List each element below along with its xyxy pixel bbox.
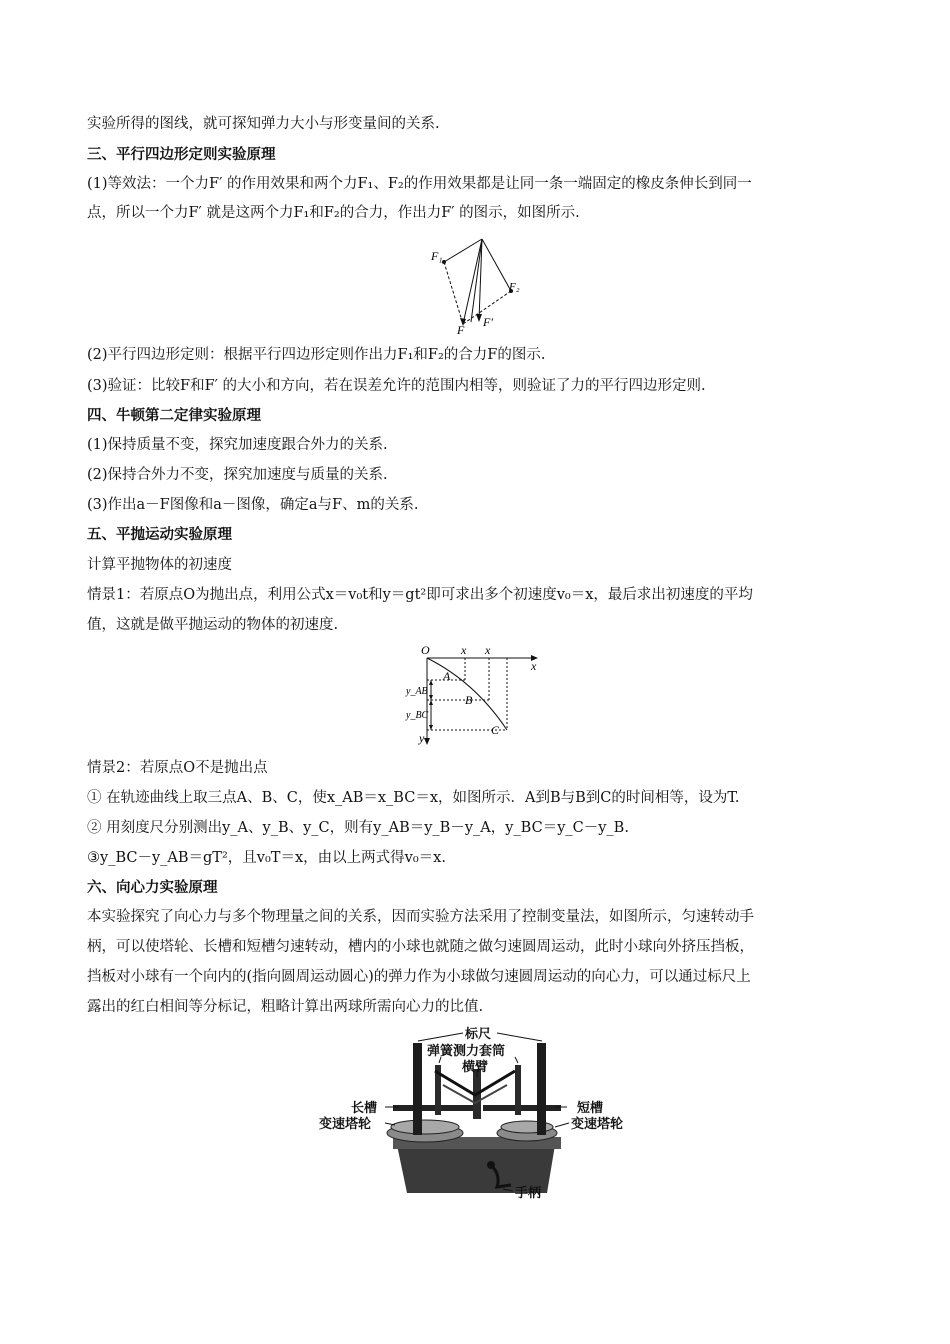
text-line: (2)平行四边形定则：根据平行四边形定则作出力F₁和F₂的合力F的图示. [87,347,546,363]
text-line: (1)保持质量不变，探究加速度跟合外力的关系. [87,437,388,453]
label-c: C [491,723,500,737]
text-line: (3)验证：比较F和F′ 的大小和方向，若在误差允许的范围内相等，则验证了力的平行四边形定则. [87,378,706,394]
label-b: B [465,693,473,707]
label-f: F [457,323,465,337]
text-line: 柄，可以使塔轮、长槽和短槽匀速转动，槽内的小球也就随之做匀速圆周运动，此时小球向外挤压挡板， [87,939,754,955]
label-f2: F₂ [509,281,520,293]
section-heading-6: 六、向心力实验原理 [87,880,218,896]
dashed-side [444,262,463,324]
text-line: 情景2：若原点O不是抛出点 [87,760,268,776]
projectile-figure [405,642,545,746]
label-changcao: 长槽 [351,1101,378,1116]
label-hengbi: 横臂 [462,1060,489,1075]
label-biaochi: 标尺 [465,1027,492,1042]
label-a: A [443,669,451,683]
text-line: 计算平抛物体的初速度 [87,557,232,573]
label-yab: y_AB [406,686,428,697]
text-line: 情景1：若原点O为抛出点，利用公式x＝v₀t和y＝gt²即可求出多个初速度v₀＝x，最后求出初速度的平均 [87,587,753,603]
text-line: 本实验探究了向心力与多个物理量之间的关系，因而实验方法采用了控制变量法，如图所示，匀速转动手 [87,909,754,925]
label-biansu-right: 变速塔轮 [571,1117,624,1132]
centripetal-apparatus-figure [315,1025,645,1205]
section-heading-5: 五、平抛运动实验原理 [87,527,232,543]
section-heading-3: 三、平行四边形定则实验原理 [87,147,276,163]
label-x-axis: x [531,659,537,673]
label-taotong: 弹簧测力套筒 [427,1044,506,1059]
label-f1: F₁ [431,249,443,263]
text-line: ③y_BC－y_AB＝gT²，且v₀T＝x，由以上两式得v₀＝x. [87,850,446,866]
text-line: 点，所以一个力F′ 就是这两个力F₁和F₂的合力，作出力F′ 的图示，如图所示. [87,205,580,221]
text-line: 露出的红白相间等分标记，粗略计算出两球所需向心力的比值. [87,999,484,1015]
section-heading-4: 四、牛顿第二定律实验原理 [87,408,261,424]
label-duancao: 短槽 [577,1101,604,1116]
label-ybc: y_BC [406,710,429,721]
label-shoubing: 手柄 [515,1186,542,1201]
text-line: 值，这就是做平抛运动的物体的初速度. [87,617,339,633]
text-line: 实验所得的图线，就可探知弹力大小与形变量间的关系. [87,116,440,132]
text-line: (1)等效法：一个力F′ 的作用效果和两个力F₁、F₂的作用效果都是让同一条一端固定的橡皮条伸长到同一 [87,176,752,192]
label-x2: x [485,643,491,657]
label-x1: x [461,643,467,657]
label-y-axis: y [419,731,425,745]
label-biansu-left: 变速塔轮 [319,1117,372,1132]
label-o: O [421,643,430,657]
vector-f1 [444,239,482,262]
text-line: ② 用刻度尺分别测出y_A、y_B、y_C，则有y_AB＝y_B－y_A，y_BC＝y_C－y_B. [87,820,629,836]
text-line: (2)保持合外力不变，探究加速度与质量的关系. [87,467,388,483]
text-line: 挡板对小球有一个向内的(指向圆周运动圆心)的弹力作为小球做匀速圆周运动的向心力，可以通过标尺上 [87,969,751,985]
text-line: (3)作出a－F图像和a－图像，确定a与F、m的关系. [87,497,419,513]
text-line: ① 在轨迹曲线上取三点A、B、C，使x_AB＝x_BC＝x，如图所示．A到B与B到C的时间相等，设为T. [87,790,740,806]
vector-f2 [482,239,511,291]
label-fprime: F′ [483,315,493,329]
force-parallelogram-figure [425,234,535,340]
